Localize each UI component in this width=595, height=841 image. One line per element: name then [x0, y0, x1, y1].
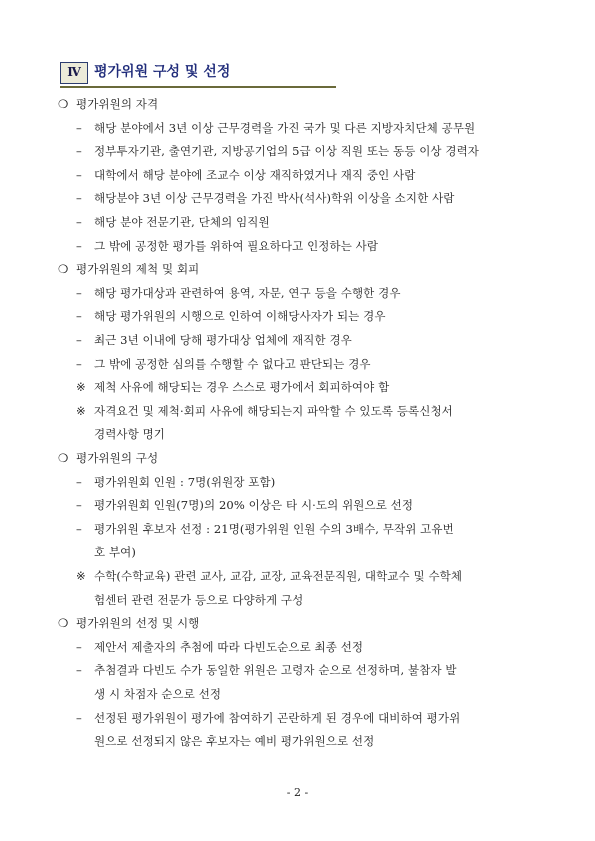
line-text: 해당 평가위원의 시행으로 인하여 이해당사자가 되는 경우 [94, 309, 386, 324]
dash-bullet-icon: – [76, 144, 82, 159]
bullet-item [76, 190, 454, 206]
section-heading [58, 261, 199, 277]
section-number: Ⅳ [60, 62, 88, 84]
continuation-line [94, 544, 136, 560]
bullet-item [76, 285, 401, 301]
line-text: 원으로 선정되지 않은 후보자는 예비 평가위원으로 선정 [94, 734, 375, 749]
line-text: 자격요건 및 제척·회피 사유에 해당되는지 파악할 수 있도록 등록신청서 [94, 403, 453, 418]
bullet-item [76, 568, 462, 584]
bullet-item [76, 120, 475, 136]
bullet-item [76, 710, 460, 726]
section-heading [58, 450, 158, 466]
line-text: 그 밖에 공정한 평가를 위하여 필요하다고 인정하는 사람 [94, 238, 379, 253]
bullet-item [76, 238, 378, 254]
reference-mark-icon: ※ [76, 569, 86, 583]
line-text: 정부투자기관, 출연기관, 지방공기업의 5급 이상 직원 또는 동등 이상 경력자 [94, 144, 479, 159]
section-header [60, 58, 336, 88]
bullet-item [76, 332, 352, 348]
line-text: 평가위원 후보자 선정 : 21명(평가위원 인원 수의 3배수, 무작위 고유번 [94, 521, 454, 536]
dash-bullet-icon: – [76, 710, 82, 725]
continuation-line [94, 686, 221, 702]
line-text: 최근 3년 이내에 당해 평가대상 업체에 재직한 경우 [94, 333, 352, 347]
continuation-line [94, 426, 165, 442]
line-text: 평가위원의 구성 [76, 451, 159, 465]
continuation-line [94, 733, 374, 749]
line-text: 평가위원의 자격 [76, 97, 159, 111]
dash-bullet-icon: – [76, 333, 82, 347]
line-text: 제척 사유에 해당되는 경우 스스로 평가에서 회피하여야 함 [94, 380, 390, 395]
line-text: 험센터 관련 전문가 등으로 다양하게 구성 [94, 592, 304, 607]
header-underline [60, 86, 336, 88]
dash-bullet-icon: – [76, 356, 82, 371]
page-number: - 2 - [286, 786, 309, 799]
line-text: 수학(수학교육) 관련 교사, 교감, 교장, 교육전문직원, 대학교수 및 수학체 [94, 569, 463, 583]
dash-bullet-icon: – [76, 238, 82, 253]
circle-bullet-icon: ❍ [58, 97, 69, 111]
line-text: 평가위원의 선정 및 시행 [76, 616, 200, 631]
bullet-item [76, 143, 479, 159]
dash-bullet-icon: – [76, 285, 82, 300]
section-heading [58, 96, 158, 112]
dash-bullet-icon: – [76, 191, 82, 206]
dash-bullet-icon: – [76, 521, 82, 536]
line-text: 해당분야 3년 이상 근무경력을 가진 박사(석사)학위 이상을 소지한 사람 [94, 191, 455, 206]
bullet-item [76, 497, 413, 513]
line-text: 해당 분야에서 3년 이상 근무경력을 가진 국가 및 다른 지방자치단체 공무원 [94, 120, 476, 135]
reference-mark-icon: ※ [76, 380, 86, 395]
line-text: 생 시 차점자 순으로 선정 [94, 687, 222, 701]
continuation-line [94, 592, 303, 608]
line-text: 평가위원회 인원(7명)의 20% 이상은 타 시·도의 위원으로 선정 [94, 498, 414, 513]
bullet-item [76, 474, 275, 490]
bullet-item [76, 639, 363, 655]
line-text: 해당 분야 전문기관, 단체의 임직원 [94, 215, 270, 229]
section-heading [58, 615, 199, 631]
line-text: 대학에서 해당 분야에 조교수 이상 재직하였거나 재직 중인 사람 [94, 167, 416, 182]
line-text: 평가위원회 인원 : 7명(위원장 포함) [94, 474, 276, 489]
dash-bullet-icon: – [76, 120, 82, 135]
line-text: 호 부여) [94, 545, 136, 560]
dash-bullet-icon: – [76, 167, 82, 182]
line-text: 경력사항 명기 [94, 427, 166, 442]
dash-bullet-icon: – [76, 474, 82, 489]
line-text: 제안서 제출자의 추첨에 따라 다빈도순으로 최종 선정 [94, 639, 364, 654]
bullet-item [76, 308, 386, 324]
line-text: 해당 평가대상과 관련하여 용역, 자문, 연구 등을 수행한 경우 [94, 285, 401, 300]
line-text: 선정된 평가위원이 평가에 참여하기 곤란하게 된 경우에 대비하여 평가위 [94, 710, 461, 725]
bullet-item [76, 662, 457, 678]
dash-bullet-icon: – [76, 215, 82, 229]
bullet-item [76, 403, 453, 419]
circle-bullet-icon: ❍ [58, 262, 69, 277]
dash-bullet-icon: – [76, 663, 82, 678]
bullet-item [76, 379, 389, 395]
line-text: 평가위원의 제척 및 회피 [76, 262, 200, 277]
bullet-item [76, 356, 371, 372]
dash-bullet-icon: – [76, 639, 82, 654]
dash-bullet-icon: – [76, 309, 82, 324]
bullet-item [76, 214, 270, 230]
bullet-item [76, 521, 454, 537]
section-title: 평가위원 구성 및 선정 [94, 64, 231, 80]
circle-bullet-icon: ❍ [58, 616, 69, 631]
dash-bullet-icon: – [76, 498, 82, 513]
line-text: 그 밖에 공정한 심의를 수행할 수 없다고 판단되는 경우 [94, 356, 371, 371]
line-text: 추첨결과 다빈도 수가 동일한 위원은 고령자 순으로 선정하며, 불참자 발 [94, 663, 457, 678]
reference-mark-icon: ※ [76, 403, 86, 418]
circle-bullet-icon: ❍ [58, 451, 69, 465]
bullet-item [76, 167, 415, 183]
